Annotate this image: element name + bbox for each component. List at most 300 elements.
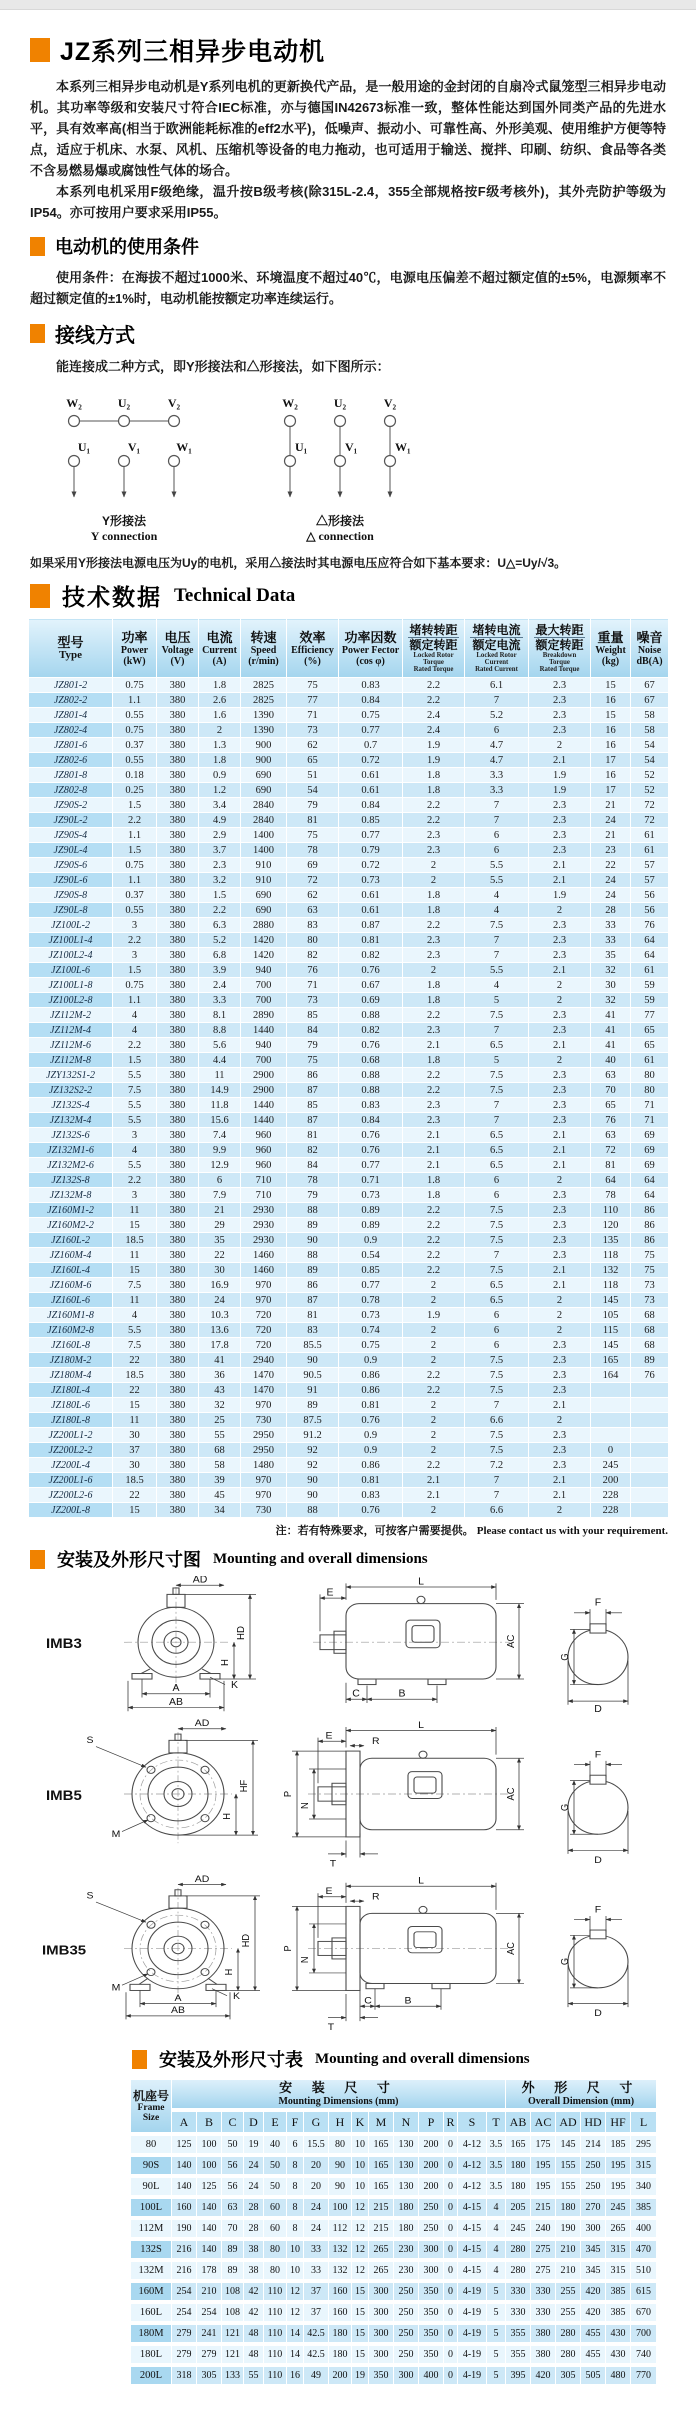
- table-cell: 0.9: [339, 1428, 403, 1443]
- table-cell: 430: [606, 2325, 630, 2342]
- table-cell: 455: [581, 2325, 605, 2342]
- table-cell: 0.55: [113, 903, 157, 918]
- table-cell: 40: [591, 1053, 631, 1068]
- table-cell: 380: [157, 783, 199, 798]
- table-cell: 60: [264, 2199, 286, 2216]
- table-cell: 61: [631, 1053, 669, 1068]
- table-cell: 2.1: [529, 1398, 591, 1413]
- table-cell: 10: [287, 2262, 303, 2279]
- col-header-power-factor: 功率因数 Power Fector (cos φ): [339, 619, 403, 678]
- table-cell: 970: [241, 1488, 287, 1503]
- table-cell: 2.3: [529, 948, 591, 963]
- table-cell: 57: [631, 873, 669, 888]
- table-cell: 0.87: [339, 918, 403, 933]
- table-cell: 68: [631, 1338, 669, 1353]
- table-cell: 1390: [241, 723, 287, 738]
- table-cell: 0: [444, 2325, 457, 2342]
- col-header-locked-current: 堵转电流 额定电流 Locked Rotor Current Rated Current: [465, 619, 529, 678]
- table-cell: 6: [287, 2136, 303, 2153]
- terminal-label: V₁: [127, 440, 141, 454]
- dim-label: S: [86, 1735, 94, 1746]
- dim-label: E: [325, 1731, 333, 1742]
- table-cell: 0.73: [339, 1188, 403, 1203]
- table-cell: 3: [113, 918, 157, 933]
- table-cell: 18.5: [113, 1473, 157, 1488]
- table-cell: 165: [506, 2136, 530, 2153]
- table-cell: 81: [287, 1128, 339, 1143]
- table-cell: 63: [222, 2199, 243, 2216]
- table-cell: 470: [631, 2241, 656, 2258]
- table-row: [29, 1458, 669, 1473]
- table-row: [29, 693, 669, 708]
- table-row: [29, 858, 669, 873]
- table-cell: 75: [287, 828, 339, 843]
- table-cell: JZ100L1-8: [29, 978, 113, 993]
- table-cell: 250: [394, 2283, 418, 2300]
- table-cell: 0: [444, 2157, 457, 2174]
- table-cell: 50: [264, 2178, 286, 2195]
- table-cell: 2.2: [403, 678, 465, 693]
- table-cell: 110: [591, 1203, 631, 1218]
- table-cell: 5: [487, 2283, 505, 2300]
- table-row: [29, 1488, 669, 1503]
- table-cell: 42: [244, 2304, 263, 2321]
- table-cell: 22: [591, 858, 631, 873]
- table-cell: 0: [591, 1443, 631, 1458]
- technical-data-table: [28, 618, 669, 1518]
- table-cell: JZY132S1-2: [29, 1068, 113, 1083]
- table-cell: 180: [329, 2346, 351, 2363]
- table-cell: 78: [591, 1188, 631, 1203]
- table-cell: JZ100L-2: [29, 918, 113, 933]
- table-cell: 385: [606, 2304, 630, 2321]
- table-cell: 2.3: [529, 1218, 591, 1233]
- table-cell: 86: [631, 1233, 669, 1248]
- table-cell: 11: [113, 1248, 157, 1263]
- table-cell: 160L: [131, 2304, 171, 2321]
- table-cell: 2.3: [403, 1023, 465, 1038]
- table-cell: 2: [403, 1428, 465, 1443]
- table-cell: [591, 1383, 631, 1398]
- table-cell: 59: [631, 993, 669, 1008]
- table-cell: 2.3: [529, 1248, 591, 1263]
- table-cell: 15: [591, 708, 631, 723]
- table-cell: 210: [556, 2262, 580, 2279]
- table-cell: 1.8: [403, 768, 465, 783]
- table-cell: JZ802-4: [29, 723, 113, 738]
- table-cell: 1.5: [113, 798, 157, 813]
- table-cell: 2.3: [529, 798, 591, 813]
- table-cell: 89: [222, 2241, 243, 2258]
- table-cell: 380: [157, 1023, 199, 1038]
- tech-note-cn: 注：若有特殊要求，可按客户需要提供。: [275, 1525, 474, 1537]
- table-cell: 710: [241, 1173, 287, 1188]
- table-cell: 155: [556, 2157, 580, 2174]
- table-cell: 37: [113, 1443, 157, 1458]
- table-cell: 22: [113, 1488, 157, 1503]
- table-cell: 7: [465, 1248, 529, 1263]
- table-cell: 18.5: [113, 1233, 157, 1248]
- table-cell: JZ180L-4: [29, 1383, 113, 1398]
- table-cell: 75: [631, 1248, 669, 1263]
- terminal-label: U₁: [295, 440, 308, 454]
- table-cell: 68: [631, 1323, 669, 1338]
- table-cell: 87: [287, 1113, 339, 1128]
- table-cell: 15: [113, 1263, 157, 1278]
- table-cell: 89: [287, 1263, 339, 1278]
- table-cell: 75: [631, 1263, 669, 1278]
- table-cell: 56: [222, 2178, 243, 2195]
- table-cell: 5.5: [465, 858, 529, 873]
- table-cell: 0.75: [113, 978, 157, 993]
- table-cell: 6.5: [465, 1278, 529, 1293]
- table-cell: 2.1: [403, 1128, 465, 1143]
- table-cell: 63: [591, 1068, 631, 1083]
- table-cell: 19: [244, 2136, 263, 2153]
- intro-paragraph-2: 本系列电机采用F级绝缘，温升按B级考核(除315L-2.4，355全部规格按F级考核外)，其外壳防护等级为IP54。亦可按用户要求采用IP55。: [30, 184, 666, 220]
- table-row: [29, 1098, 669, 1113]
- table-cell: 180L: [131, 2346, 171, 2363]
- table-cell: 4-19: [458, 2346, 486, 2363]
- table-cell: 380: [157, 1113, 199, 1128]
- table-cell: 133: [222, 2367, 243, 2384]
- table-cell: 1400: [241, 828, 287, 843]
- table-cell: 270: [581, 2199, 605, 2216]
- table-cell: 38: [244, 2262, 263, 2279]
- table-cell: 45: [199, 1488, 241, 1503]
- table-cell: 14: [287, 2325, 303, 2342]
- table-cell: 88: [287, 1503, 339, 1518]
- table-cell: 2840: [241, 798, 287, 813]
- table-cell: 1.9: [529, 768, 591, 783]
- table-cell: [631, 1488, 669, 1503]
- table-cell: 385: [606, 2283, 630, 2300]
- table-cell: 15.6: [199, 1113, 241, 1128]
- table-cell: 4.9: [199, 813, 241, 828]
- table-cell: 380: [157, 813, 199, 828]
- table-cell: 12: [352, 2241, 368, 2258]
- table-cell: 241: [197, 2325, 221, 2342]
- table-cell: 0.9: [339, 1443, 403, 1458]
- table-cell: 89: [631, 1353, 669, 1368]
- table-row: [131, 2241, 656, 2258]
- table-cell: 43: [199, 1383, 241, 1398]
- table-cell: 4-12: [458, 2136, 486, 2153]
- table-cell: 72: [591, 1143, 631, 1158]
- table-cell: 2.1: [529, 873, 591, 888]
- table-cell: 265: [369, 2262, 393, 2279]
- dim-label: G: [559, 1653, 572, 1661]
- table-cell: 2.3: [529, 828, 591, 843]
- table-cell: 130: [394, 2136, 418, 2153]
- table-cell: 1.9: [403, 1308, 465, 1323]
- table-cell: 380: [157, 1158, 199, 1173]
- column-header: AC: [531, 2112, 555, 2132]
- table-cell: 0.69: [339, 993, 403, 1008]
- table-cell: 80: [631, 1083, 669, 1098]
- table-cell: 4: [487, 2262, 505, 2279]
- column-header: S: [458, 2112, 486, 2132]
- table-cell: 88: [287, 1248, 339, 1263]
- table-row: [29, 783, 669, 798]
- table-cell: 160: [172, 2199, 196, 2216]
- table-cell: 32: [591, 963, 631, 978]
- table-cell: 690: [241, 783, 287, 798]
- table-cell: 190: [556, 2220, 580, 2237]
- table-cell: 15: [113, 1398, 157, 1413]
- wiring-note: 如果采用Y形接法电源电压为Uy的电机，采用△接法时其电源电压应符合如下基本要求：U△=Uy/√3。: [30, 556, 567, 570]
- table-cell: 380: [157, 1203, 199, 1218]
- table-cell: 4-19: [458, 2283, 486, 2300]
- table-cell: 33: [304, 2262, 328, 2279]
- table-cell: 54: [631, 738, 669, 753]
- table-cell: 180M: [131, 2325, 171, 2342]
- table-cell: 145: [591, 1293, 631, 1308]
- table-cell: 0.68: [339, 1053, 403, 1068]
- table-cell: 4-19: [458, 2325, 486, 2342]
- table-cell: 940: [241, 1038, 287, 1053]
- tech-table-note: [28, 1522, 668, 1538]
- table-cell: 6.5: [465, 1143, 529, 1158]
- table-cell: [631, 1473, 669, 1488]
- table-cell: 77: [631, 1008, 669, 1023]
- table-cell: 280: [556, 2346, 580, 2363]
- table-cell: 60: [264, 2220, 286, 2237]
- table-cell: 420: [531, 2367, 555, 2384]
- table-cell: 73: [287, 993, 339, 1008]
- table-cell: JZ200L1-6: [29, 1473, 113, 1488]
- table-cell: 6: [465, 1323, 529, 1338]
- table-cell: 7: [465, 1488, 529, 1503]
- table-cell: 2.3: [529, 1338, 591, 1353]
- table-cell: 21: [591, 798, 631, 813]
- table-cell: 180: [506, 2157, 530, 2174]
- table-cell: 305: [556, 2367, 580, 2384]
- table-cell: 0.75: [113, 678, 157, 693]
- table-cell: 380: [157, 978, 199, 993]
- column-header: M: [369, 2112, 393, 2132]
- table-cell: JZ802-6: [29, 753, 113, 768]
- table-cell: JZ200L1-2: [29, 1428, 113, 1443]
- table-cell: 4.7: [465, 753, 529, 768]
- table-cell: 2: [403, 1278, 465, 1293]
- table-cell: 51: [287, 768, 339, 783]
- table-cell: 400: [419, 2367, 443, 2384]
- table-cell: [631, 1503, 669, 1518]
- mount-heading-en: Mounting and overall dimensions: [315, 2050, 530, 2067]
- table-cell: 380: [157, 768, 199, 783]
- table-row: [29, 1428, 669, 1443]
- table-cell: 295: [631, 2136, 656, 2153]
- table-cell: 380: [157, 903, 199, 918]
- table-cell: 5.2: [465, 708, 529, 723]
- table-cell: 17: [591, 783, 631, 798]
- dim-label: L: [418, 1576, 424, 1588]
- table-row: [29, 1383, 669, 1398]
- table-cell: 41: [591, 1008, 631, 1023]
- table-cell: 2825: [241, 693, 287, 708]
- table-cell: 52: [631, 768, 669, 783]
- table-cell: 115: [591, 1323, 631, 1338]
- column-header: H: [329, 2112, 351, 2132]
- table-cell: 70: [591, 1083, 631, 1098]
- table-row: [131, 2367, 656, 2384]
- table-cell: 61: [631, 963, 669, 978]
- table-cell: 69: [631, 1128, 669, 1143]
- table-cell: 8: [287, 2157, 303, 2174]
- table-cell: 2.3: [529, 1368, 591, 1383]
- table-cell: 0.83: [339, 1098, 403, 1113]
- table-row: [29, 1083, 669, 1098]
- table-cell: 6.3: [199, 918, 241, 933]
- table-cell: 0.67: [339, 978, 403, 993]
- table-cell: 89: [287, 1218, 339, 1233]
- delta-connection-block: [260, 385, 420, 544]
- table-cell: 64: [631, 948, 669, 963]
- table-cell: 2900: [241, 1068, 287, 1083]
- table-cell: 15: [352, 2325, 368, 2342]
- mount-heading-row: [132, 2046, 696, 2072]
- table-cell: 330: [506, 2283, 530, 2300]
- table-cell: 110: [264, 2367, 286, 2384]
- table-cell: JZ132M1-6: [29, 1143, 113, 1158]
- table-cell: JZ90L-6: [29, 873, 113, 888]
- table-cell: 740: [631, 2346, 656, 2363]
- table-cell: 32: [591, 993, 631, 1008]
- table-cell: 10: [352, 2157, 368, 2174]
- table-cell: 16: [591, 693, 631, 708]
- table-cell: 4: [113, 1008, 157, 1023]
- table-cell: 2: [199, 723, 241, 738]
- imb5-drawing: [28, 1718, 668, 1870]
- table-cell: 380: [157, 873, 199, 888]
- table-cell: 85.5: [287, 1338, 339, 1353]
- table-cell: 7: [465, 1473, 529, 1488]
- table-cell: JZ132S-6: [29, 1128, 113, 1143]
- table-cell: 7.5: [113, 1278, 157, 1293]
- table-cell: 2.1: [403, 1038, 465, 1053]
- table-cell: 380: [157, 993, 199, 1008]
- table-cell: 380: [157, 1413, 199, 1428]
- table-cell: 1.5: [113, 843, 157, 858]
- table-cell: 380: [157, 1398, 199, 1413]
- table-cell: 380: [157, 1428, 199, 1443]
- table-cell: 81: [287, 1308, 339, 1323]
- table-row: [29, 978, 669, 993]
- table-cell: [631, 1398, 669, 1413]
- table-cell: 1420: [241, 933, 287, 948]
- table-cell: JZ100L1-4: [29, 933, 113, 948]
- table-cell: 200: [419, 2136, 443, 2153]
- table-cell: 37: [304, 2304, 328, 2321]
- table-cell: 380: [157, 1473, 199, 1488]
- table-cell: 24: [304, 2220, 328, 2237]
- table-cell: JZ100L-6: [29, 963, 113, 978]
- table-cell: 0.73: [339, 1308, 403, 1323]
- table-cell: 87: [287, 1293, 339, 1308]
- table-cell: 2840: [241, 813, 287, 828]
- table-cell: 6: [465, 1173, 529, 1188]
- table-cell: 330: [506, 2304, 530, 2321]
- table-cell: 0: [444, 2283, 457, 2300]
- table-row: [29, 678, 669, 693]
- table-cell: 110: [264, 2325, 286, 2342]
- table-cell: 4-15: [458, 2220, 486, 2237]
- table-cell: 7.5: [465, 1008, 529, 1023]
- table-cell: 4-19: [458, 2367, 486, 2384]
- table-cell: 970: [241, 1278, 287, 1293]
- table-cell: 1470: [241, 1368, 287, 1383]
- table-row: [29, 963, 669, 978]
- table-cell: 7: [465, 693, 529, 708]
- table-cell: 1.1: [113, 828, 157, 843]
- table-cell: 2.3: [529, 1443, 591, 1458]
- dim-label: D: [594, 2008, 602, 2019]
- table-row: [29, 1278, 669, 1293]
- dim-label: F: [594, 1749, 602, 1761]
- table-cell: 4: [113, 1308, 157, 1323]
- table-cell: 0.77: [339, 1278, 403, 1293]
- table-cell: 2.2: [403, 1368, 465, 1383]
- table-cell: 69: [287, 858, 339, 873]
- table-cell: 5.5: [113, 1068, 157, 1083]
- table-cell: 2.2: [403, 1458, 465, 1473]
- table-cell: 5.5: [113, 1098, 157, 1113]
- dim-label: E: [326, 1587, 334, 1599]
- table-row: [29, 1008, 669, 1023]
- table-cell: 4.7: [465, 738, 529, 753]
- table-cell: 9.9: [199, 1143, 241, 1158]
- table-cell: 2.3: [529, 843, 591, 858]
- y-connection-caption-cn: Y形接法: [101, 514, 146, 528]
- table-cell: 78: [287, 1173, 339, 1188]
- table-cell: JZ132S-4: [29, 1098, 113, 1113]
- table-cell: 0.9: [339, 1233, 403, 1248]
- table-cell: 2.2: [403, 1068, 465, 1083]
- table-cell: JZ200L2-2: [29, 1443, 113, 1458]
- table-cell: 14.9: [199, 1083, 241, 1098]
- table-cell: 79: [287, 798, 339, 813]
- table-cell: 505: [581, 2367, 605, 2384]
- table-cell: 15.5: [304, 2136, 328, 2153]
- table-row: [29, 1233, 669, 1248]
- table-cell: 2.1: [403, 1488, 465, 1503]
- table-cell: 1.5: [199, 888, 241, 903]
- table-cell: JZ160L-8: [29, 1338, 113, 1353]
- table-cell: 100: [197, 2136, 221, 2153]
- table-cell: 7.5: [465, 1083, 529, 1098]
- table-cell: 2: [529, 738, 591, 753]
- table-cell: 10: [287, 2241, 303, 2258]
- table-cell: 160: [329, 2283, 351, 2300]
- table-cell: 8: [287, 2199, 303, 2216]
- tech-heading-en: Technical Data: [174, 584, 296, 606]
- table-cell: 420: [581, 2283, 605, 2300]
- table-cell: 33: [304, 2241, 328, 2258]
- table-cell: 1400: [241, 843, 287, 858]
- table-cell: 81: [591, 1158, 631, 1173]
- table-cell: JZ132M2-6: [29, 1158, 113, 1173]
- table-cell: 380: [157, 1248, 199, 1263]
- table-cell: 7: [465, 933, 529, 948]
- terminal-label: W₁: [176, 440, 192, 454]
- table-cell: 7: [465, 948, 529, 963]
- table-cell: 65: [631, 1023, 669, 1038]
- col-header-noise: 噪音 Noise dB(A): [631, 619, 669, 678]
- table-cell: 86: [287, 1278, 339, 1293]
- table-cell: 1.6: [199, 708, 241, 723]
- table-cell: 0.55: [113, 708, 157, 723]
